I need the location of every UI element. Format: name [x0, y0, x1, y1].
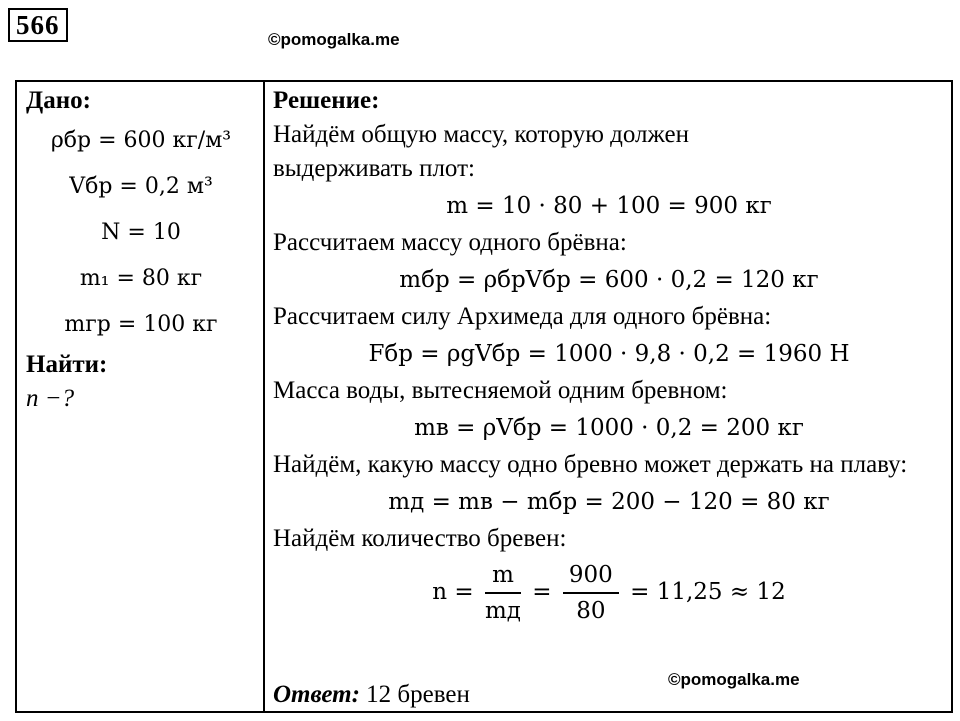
given-line: ρбр = 600 кг/м³	[50, 128, 232, 153]
answer-value: 12 бревен	[366, 681, 470, 708]
final-rhs: = 11,25 ≈ 12	[630, 579, 786, 605]
fraction-900-over-80	[563, 558, 619, 628]
fraction-denominator: mд	[485, 598, 521, 624]
answer-label: Ответ:	[273, 681, 360, 708]
step-equation: mд = mв − mбр = 200 − 120 = 80 кг	[388, 489, 830, 515]
step-text: Найдём, какую массу одно бревно может держать на плаву:	[273, 451, 908, 478]
fraction-m-over-md	[485, 558, 521, 628]
step-text: Рассчитаем силу Архимеда для одного брёвна:	[273, 303, 772, 330]
given-line: m₁ = 80 кг	[79, 266, 203, 291]
final-equation	[273, 558, 945, 628]
step-text: Найдём общую массу, которую должен выдерживать плот:	[273, 121, 689, 182]
column-divider	[263, 80, 265, 713]
step-equation: mв = ρVбр = 1000 · 0,2 = 200 кг	[414, 415, 804, 441]
solution-header: Решение:	[273, 87, 380, 114]
problem-number: 566	[8, 8, 68, 42]
fraction-denominator: 80	[576, 598, 606, 624]
find-header: Найти:	[26, 351, 108, 378]
step-text: Масса воды, вытесняемой одним бревном:	[273, 377, 728, 404]
find-value: n −?	[26, 385, 75, 412]
watermark-bottom: ©pomogalka.me	[668, 670, 800, 689]
step-text: Рассчитаем массу одного брёвна:	[273, 229, 627, 256]
step-text: Найдём количество бревен:	[273, 525, 567, 552]
given-column	[26, 84, 256, 416]
given-header: Дано:	[26, 87, 91, 114]
answer-line	[273, 677, 470, 713]
step-equation: Fбр = ρgVбр = 1000 · 9,8 · 0,2 = 1960 Н	[368, 341, 850, 367]
watermark-top: ©pomogalka.me	[268, 30, 400, 49]
given-line: N = 10	[101, 220, 181, 245]
fraction-numerator: 900	[563, 558, 619, 594]
given-line: mгр = 100 кг	[64, 312, 218, 337]
equals-sign: =	[532, 579, 552, 605]
final-lhs: n =	[432, 579, 474, 605]
fraction-numerator: m	[485, 558, 521, 594]
given-line: Vбр = 0,2 м³	[69, 174, 213, 199]
step-equation: m = 10 · 80 + 100 = 900 кг	[446, 193, 772, 219]
step-equation: mбр = ρбрVбр = 600 · 0,2 = 120 кг	[399, 267, 819, 293]
